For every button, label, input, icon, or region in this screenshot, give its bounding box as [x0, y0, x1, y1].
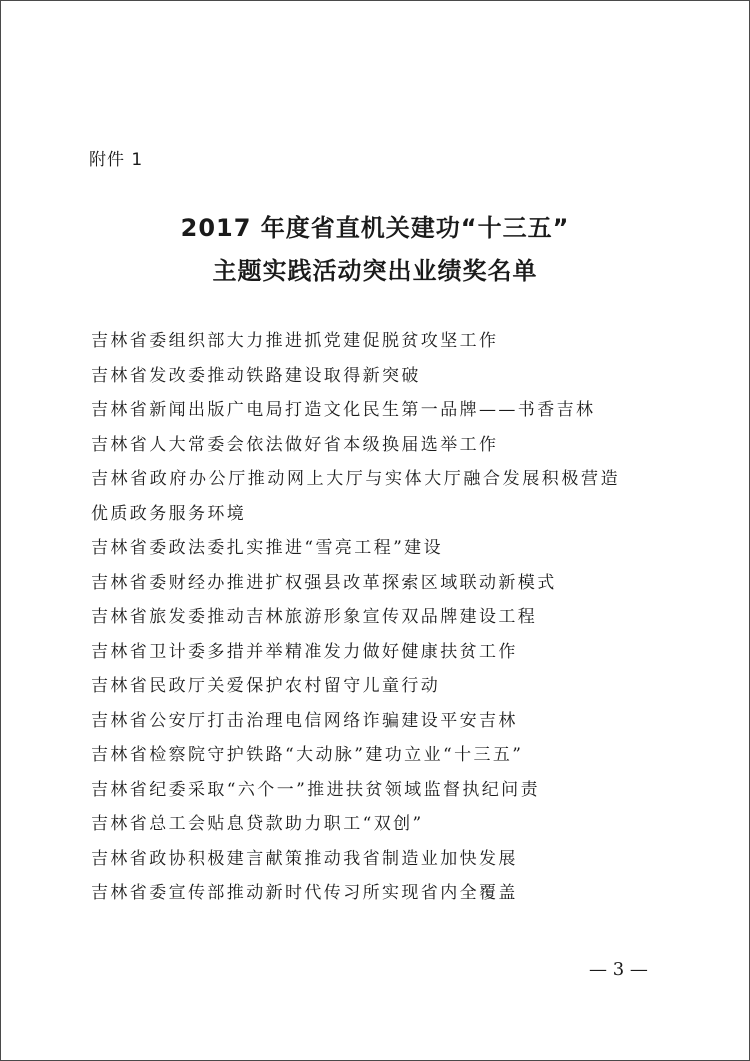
award-item: 吉林省纪委采取“六个一”推进扶贫领域监督执纪问责 [91, 779, 540, 800]
award-item: 吉林省发改委推动铁路建设取得新突破 [91, 365, 421, 386]
award-item: 吉林省委组织部大力推进抓党建促脱贫攻坚工作 [91, 331, 499, 351]
award-item: 吉林省政协积极建言献策推动我省制造业加快发展 [91, 848, 518, 869]
award-item: 吉林省检察院守护铁路“大动脉”建功立业“十三五” [91, 745, 524, 765]
page-number: — 3 — [589, 959, 648, 980]
award-item: 吉林省总工会贴息贷款助力职工“双创” [91, 814, 424, 834]
award-item: 吉林省委政法委扎实推进“雪亮工程”建设 [91, 538, 443, 558]
award-item: 吉林省公安厅打击治理电信网络诈骗建设平安吉林 [91, 710, 518, 731]
award-item: 吉林省新闻出版广电局打造文化民生第一品牌——书香吉林 [91, 400, 596, 420]
document-title-line-1: 2017 年度省直机关建功“十三五” [180, 214, 570, 242]
award-item: 吉林省政府办公厅推动网上大厅与实体大厅融合发展积极营造 [91, 469, 621, 489]
award-item-continuation: 优质政务服务环境 [91, 503, 247, 524]
award-item: 吉林省委财经办推进扩权强县改革探索区域联动新模式 [91, 572, 557, 593]
award-item: 吉林省旅发委推动吉林旅游形象宣传双品牌建设工程 [91, 607, 538, 627]
award-item: 吉林省卫计委多措并举精准发力做好健康扶贫工作 [91, 641, 518, 662]
attachment-label: 附件 1 [89, 150, 144, 170]
award-list [91, 324, 671, 911]
award-item: 吉林省民政厅关爱保护农村留守儿童行动 [91, 676, 441, 696]
award-item: 吉林省人大常委会依法做好省本级换届选举工作 [91, 434, 499, 455]
document-title-line-2: 主题实践活动突出业绩奖名单 [212, 257, 538, 285]
award-item: 吉林省委宣传部推动新时代传习所实现省内全覆盖 [91, 883, 518, 903]
